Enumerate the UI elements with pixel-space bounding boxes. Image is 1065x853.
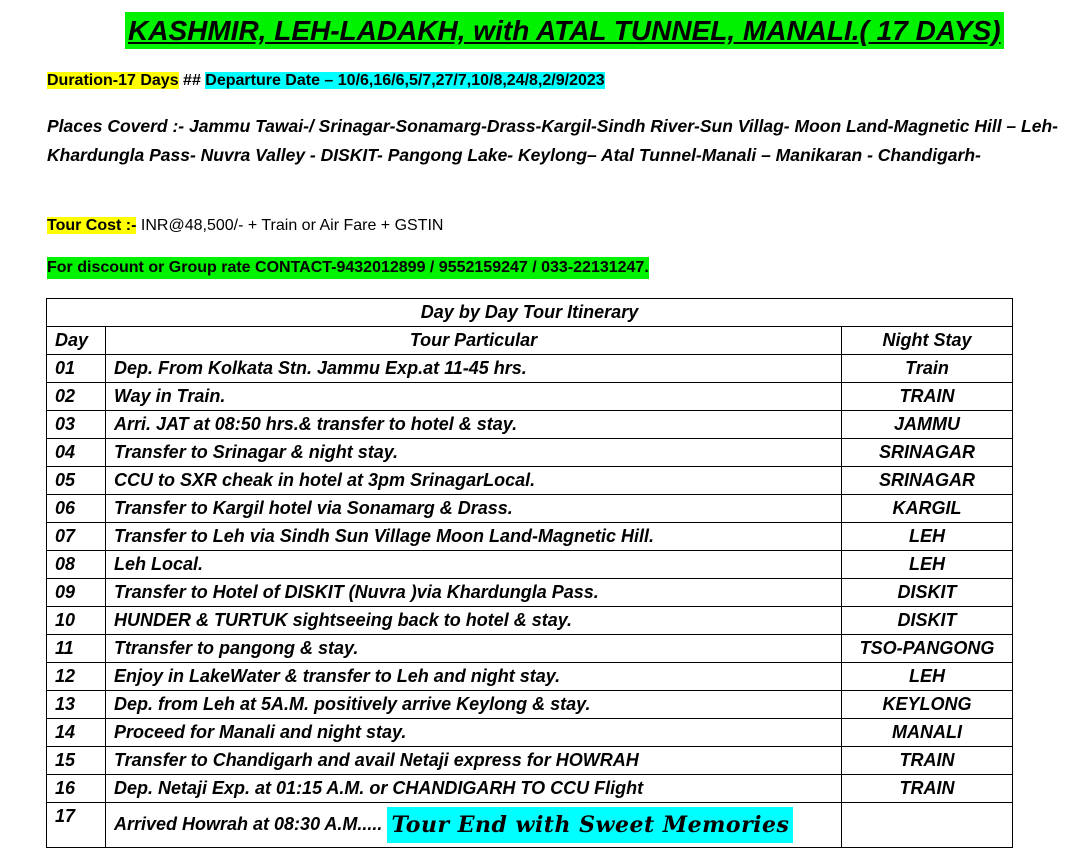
tour-cost-value: INR@48,500/- + Train or Air Fare + GSTIN [136, 217, 444, 234]
tour-particular: Transfer to Hotel of DISKIT (Nuvra )via Khardungla Pass. [106, 579, 842, 607]
day-number: 02 [47, 383, 106, 411]
itinerary-row [47, 579, 1013, 607]
day-number: 11 [47, 635, 106, 663]
night-stay: SRINAGAR [842, 439, 1013, 467]
tour-particular: Proceed for Manali and night stay. [106, 719, 842, 747]
itinerary-row [47, 495, 1013, 523]
night-stay: DISKIT [842, 607, 1013, 635]
header-particular: Tour Particular [106, 327, 842, 355]
night-stay: TSO-PANGONG [842, 635, 1013, 663]
night-stay: TRAIN [842, 747, 1013, 775]
tour-particular: Dep. Netaji Exp. at 01:15 A.M. or CHANDIGARH TO CCU Flight [106, 775, 842, 803]
night-stay: LEH [842, 551, 1013, 579]
itinerary-row [47, 411, 1013, 439]
night-stay: KEYLONG [842, 691, 1013, 719]
itinerary-row [47, 635, 1013, 663]
day-number: 09 [47, 579, 106, 607]
tour-particular: Transfer to Kargil hotel via Sonamarg & Drass. [106, 495, 842, 523]
tour-particular: HUNDER & TURTUK sightseeing back to hotel & stay. [106, 607, 842, 635]
night-stay: MANALI [842, 719, 1013, 747]
night-stay: JAMMU [842, 411, 1013, 439]
tour-particular: Ttransfer to pangong & stay. [106, 635, 842, 663]
itinerary-row [47, 551, 1013, 579]
tour-particular [106, 803, 842, 848]
itinerary-row [47, 663, 1013, 691]
day-number: 07 [47, 523, 106, 551]
day-number: 15 [47, 747, 106, 775]
night-stay: LEH [842, 523, 1013, 551]
tour-particular: Leh Local. [106, 551, 842, 579]
places-covered: Places Coverd :- Jammu Tawai-/ Srinagar-Sonamarg-Drass-Kargil-Sindh River-Sun Villag- Moon Land-Magnetic Hill – Leh- Khardungla Pass- Nuvra Valley - DISKIT- Pangong Lake- Keylong– Atal Tunnel-Manali – Manikaran - Chandigarh- [47, 116, 1058, 165]
night-stay: Train [842, 355, 1013, 383]
tour-cost-label: Tour Cost :- [47, 217, 137, 234]
day-number: 16 [47, 775, 106, 803]
itinerary-table [46, 298, 1013, 848]
itinerary-row [47, 355, 1013, 383]
night-stay: SRINAGAR [842, 467, 1013, 495]
day-number: 03 [47, 411, 106, 439]
duration-label: Duration-17 Days [47, 72, 179, 89]
night-stay: TRAIN [842, 383, 1013, 411]
itinerary-caption: Day by Day Tour Itinerary [47, 299, 1013, 327]
tour-particular: Enjoy in LakeWater & transfer to Leh and night stay. [106, 663, 842, 691]
night-stay [842, 803, 1013, 848]
itinerary-row [47, 775, 1013, 803]
itinerary-row [47, 439, 1013, 467]
page-title: KASHMIR, LEH-LADAKH, with ATAL TUNNEL, MANALI.( 17 DAYS) [125, 12, 1004, 49]
day-number: 05 [47, 467, 106, 495]
header-day: Day [47, 327, 106, 355]
itinerary-row-last [47, 803, 1013, 848]
day-number: 04 [47, 439, 106, 467]
itinerary-row [47, 691, 1013, 719]
tour-particular: Way in Train. [106, 383, 842, 411]
day-number: 14 [47, 719, 106, 747]
itinerary-row [47, 747, 1013, 775]
departure-dates: Departure Date – 10/6,16/6,5/7,27/7,10/8,24/8,2/9/2023 [205, 72, 605, 89]
itinerary-row [47, 607, 1013, 635]
itinerary-row [47, 719, 1013, 747]
tour-particular: Dep. from Leh at 5A.M. positively arrive Keylong & stay. [106, 691, 842, 719]
tour-end-highlight: Tour End with Sweet Memories [387, 807, 793, 843]
night-stay: KARGIL [842, 495, 1013, 523]
day-number: 13 [47, 691, 106, 719]
itinerary-row [47, 383, 1013, 411]
day-number: 01 [47, 355, 106, 383]
itinerary-row [47, 467, 1013, 495]
day-number: 10 [47, 607, 106, 635]
tour-particular: Transfer to Srinagar & night stay. [106, 439, 842, 467]
day-number: 06 [47, 495, 106, 523]
night-stay: DISKIT [842, 579, 1013, 607]
tour-cost-line [47, 215, 443, 237]
tour-particular: Arri. JAT at 08:50 hrs.& transfer to hotel & stay. [106, 411, 842, 439]
night-stay: TRAIN [842, 775, 1013, 803]
itinerary-row [47, 523, 1013, 551]
header-night-stay: Night Stay [842, 327, 1013, 355]
separator: ## [178, 72, 206, 89]
day-number: 08 [47, 551, 106, 579]
day-number: 12 [47, 663, 106, 691]
tour-particular: Transfer to Leh via Sindh Sun Village Moon Land-Magnetic Hill. [106, 523, 842, 551]
tour-particular: Dep. From Kolkata Stn. Jammu Exp.at 11-45 hrs. [106, 355, 842, 383]
tour-particular: Transfer to Chandigarh and avail Netaji express for HOWRAH [106, 747, 842, 775]
duration-departure-line [47, 70, 605, 92]
night-stay: LEH [842, 663, 1013, 691]
contact-line: For discount or Group rate CONTACT-9432012899 / 9552159247 / 033-22131247. [47, 257, 649, 279]
arrival-text: Arrived Howrah at 08:30 A.M..... [114, 813, 383, 834]
day-number: 17 [47, 803, 106, 848]
tour-particular: CCU to SXR cheak in hotel at 3pm SrinagarLocal. [106, 467, 842, 495]
